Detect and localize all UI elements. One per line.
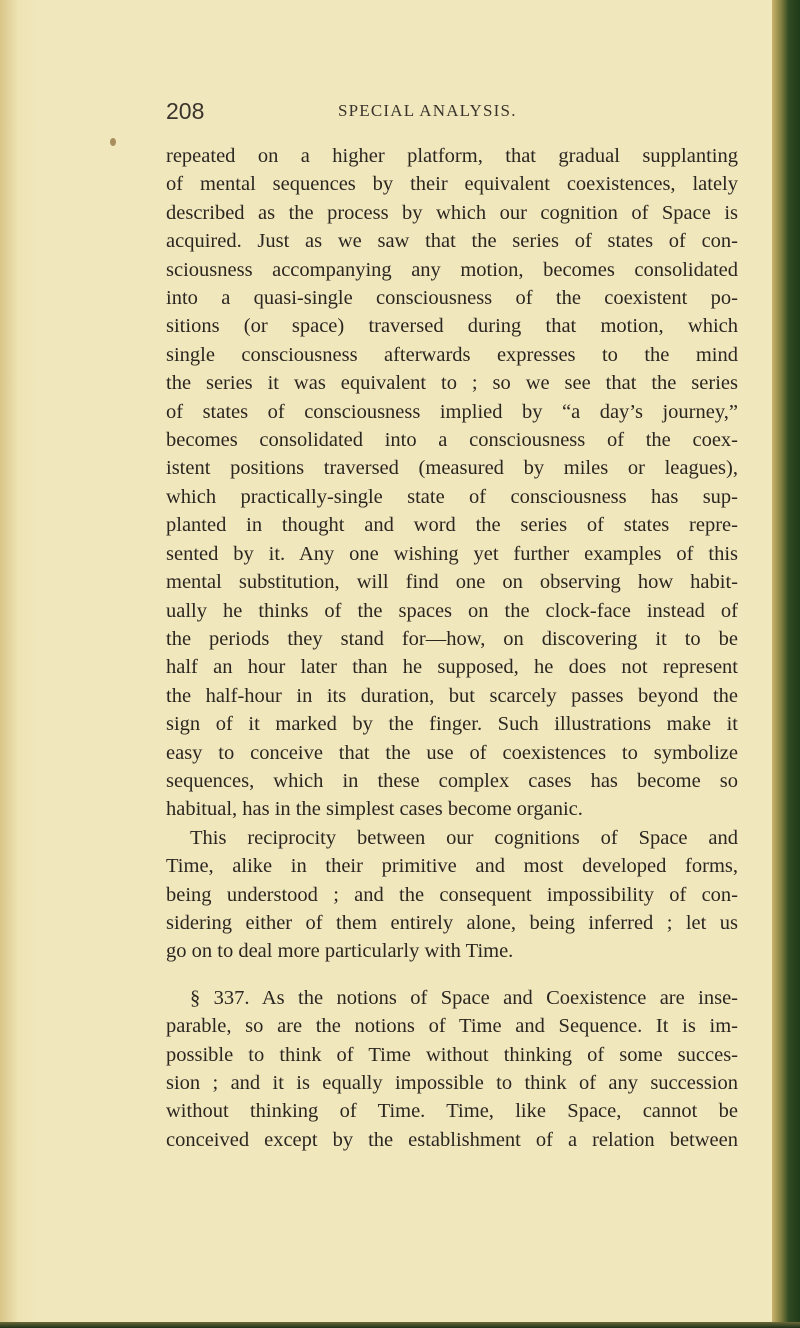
text-line: described as the process by which our cognition of Space is — [166, 201, 738, 224]
text-line: possible to think of Time without thinking of some succes- — [166, 1043, 738, 1066]
text-line: sequences, which in these complex cases has become so — [166, 769, 738, 792]
text-line: which practically-single state of consciousness has sup- — [166, 485, 738, 508]
page-number: 208 — [166, 98, 205, 124]
text-line: becomes consolidated into a consciousness of the coex- — [166, 429, 738, 452]
text-line: sign of it marked by the finger. Such illustrations make it — [166, 713, 738, 736]
bottom-edge — [0, 1322, 800, 1328]
text-line: planted in thought and word the series of states repre- — [166, 514, 738, 537]
text-line: habitual, has in the simplest cases become organic. — [166, 798, 583, 821]
text-line: sion ; and it is equally impossible to think of any succession — [166, 1072, 738, 1094]
text-line: of states of consciousness implied by “a day’s journey,” — [166, 400, 738, 423]
text-line: This reciprocity between our cognitions of Space and — [190, 826, 738, 849]
page-header — [166, 98, 736, 134]
paragraph-3 — [166, 984, 738, 1154]
book-edge — [772, 0, 800, 1328]
text-line: single consciousness afterwards expresses to the mind — [166, 343, 738, 366]
running-head: SPECIAL ANALYSIS. — [338, 101, 517, 120]
text-line: the series it was equivalent to ; so we see that the series — [166, 372, 738, 395]
text-line: go on to deal more particularly with Time. — [166, 940, 514, 963]
body-text — [166, 142, 738, 1154]
text-line: the periods they stand for—how, on discovering it to be — [166, 627, 738, 650]
ink-mark — [110, 138, 116, 146]
text-line: Time, alike in their primitive and most developed forms, — [166, 855, 738, 878]
text-line: sciousness accompanying any motion, becomes consolidated — [166, 258, 738, 281]
text-line: acquired. Just as we saw that the series of states of con- — [166, 230, 738, 253]
text-line: sitions (or space) traversed during that motion, which — [166, 315, 738, 338]
text-line: sented by it. Any one wishing yet further examples of this — [166, 542, 738, 565]
text-line: istent positions traversed (measured by miles or leagues), — [166, 457, 738, 480]
paragraph-2 — [166, 824, 738, 966]
text-line: half an hour later than he supposed, he does not represent — [166, 656, 738, 679]
section-spacer — [166, 966, 738, 984]
text-line: without thinking of Time. Time, like Space, cannot be — [166, 1100, 738, 1123]
text-line: sidering either of them entirely alone, being inferred ; let us — [166, 911, 738, 934]
text-line: of mental sequences by their equivalent coexistences, lately — [166, 173, 738, 196]
text-line: repeated on a higher platform, that gradual supplanting — [166, 145, 738, 167]
text-line: mental substitution, will find one on observing how habit- — [166, 571, 738, 594]
text-line: the half-hour in its duration, but scarcely passes beyond the — [166, 684, 738, 707]
text-line: ually he thinks of the spaces on the clock-face instead of — [166, 599, 738, 622]
text-line: into a quasi-single consciousness of the coexistent po- — [166, 287, 738, 310]
text-line: § 337. As the notions of Space and Coexistence are inse- — [190, 986, 738, 1009]
paragraph-1 — [166, 142, 738, 824]
text-line: parable, so are the notions of Time and Sequence. It is im- — [166, 1015, 738, 1038]
text-line: being understood ; and the consequent impossibility of con- — [166, 883, 738, 906]
text-line: conceived except by the establishment of a relation between — [166, 1128, 738, 1151]
text-line: easy to conceive that the use of coexistences to symbolize — [166, 741, 738, 764]
